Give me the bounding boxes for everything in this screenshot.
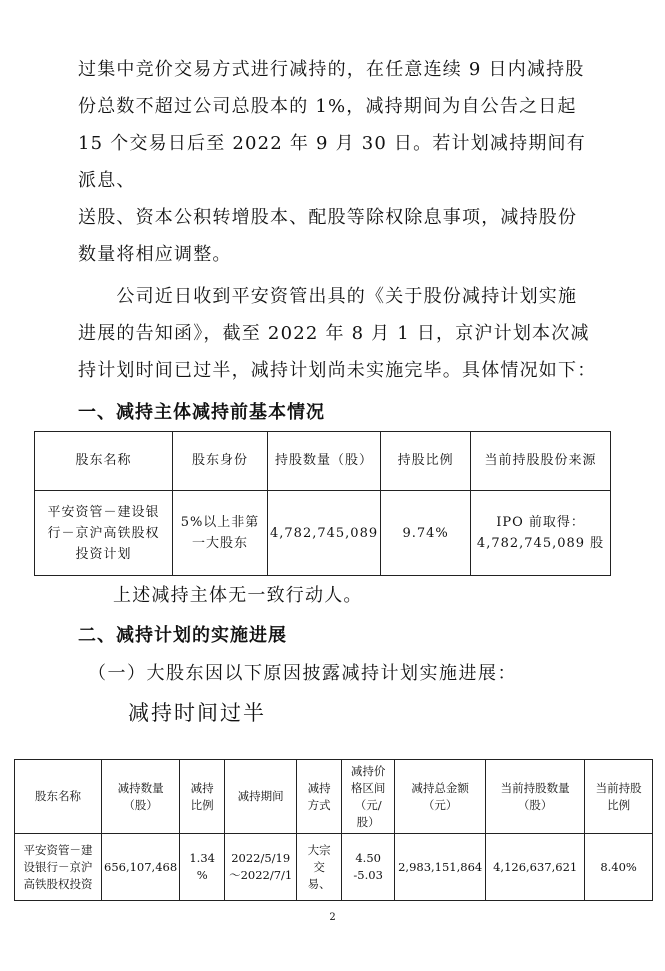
cell-source bbox=[471, 491, 611, 576]
table-row bbox=[35, 491, 611, 576]
header-line: （元） bbox=[422, 797, 458, 812]
text-line: 公司近日收到平安资管出具的《关于股份减持计划实施 bbox=[78, 286, 578, 307]
cell-price-range bbox=[342, 834, 395, 901]
cell-line: 一大股东 bbox=[191, 536, 248, 551]
header-line: （股） bbox=[123, 797, 158, 812]
header-line: 当前持股数量 bbox=[500, 780, 570, 795]
header-line: 减持数量 bbox=[117, 780, 164, 795]
cell-line: 高铁股权投资 bbox=[23, 876, 93, 891]
header-line: 当前持股 bbox=[595, 780, 642, 795]
col-header-total-amount bbox=[395, 760, 486, 834]
table-header-row bbox=[35, 432, 611, 491]
header-line: 减持 bbox=[190, 780, 214, 795]
cell-ratio bbox=[180, 834, 225, 901]
cell-line: 易、 bbox=[307, 876, 331, 891]
text-line: 持计划时间已过半，减持计划尚未实施完毕。具体情况如下： bbox=[78, 360, 597, 381]
subsection-reason-heading: （一）大股东因以下原因披露减持计划实施进展： bbox=[88, 663, 517, 684]
cell-line: -5.03 bbox=[353, 868, 383, 882]
cell-ratio: 9.74% bbox=[381, 491, 471, 576]
header-line: 减持总金额 bbox=[411, 780, 469, 795]
cell-line: 平安资管－建设银 bbox=[47, 504, 160, 520]
header-line: 股） bbox=[356, 814, 380, 829]
header-line: 方式 bbox=[307, 797, 331, 812]
cell-period bbox=[225, 834, 297, 901]
cell-total-amount: 2,983,151,864 bbox=[395, 834, 486, 901]
header-line: 格区间 bbox=[350, 780, 386, 795]
section-heading-basic-info: 一、减持主体减持前基本情况 bbox=[78, 402, 325, 423]
page-number: 2 bbox=[329, 912, 336, 923]
paragraph-progress-notice bbox=[78, 278, 598, 389]
text-line: 过集中竞价交易方式进行减持的，在任意连续 9 日内减持股 bbox=[78, 59, 585, 80]
table-row bbox=[15, 834, 653, 901]
cell-shareholder-name bbox=[15, 834, 102, 901]
col-header-shareholder-name bbox=[15, 760, 102, 834]
text-line: 送股、资本公积转增股本、配股等除权除息事项，减持股份 bbox=[78, 207, 578, 228]
col-header-identity: 股东身份 bbox=[173, 432, 268, 491]
cell-line: 平安资管－建 bbox=[23, 842, 93, 857]
cell-line: IPO 前取得： bbox=[496, 515, 585, 530]
col-header-shareholder-name: 股东名称 bbox=[35, 432, 173, 491]
header-line: 减持期间 bbox=[237, 789, 284, 803]
cell-line: 2022/5/19 bbox=[231, 851, 291, 865]
col-header-current-shares bbox=[486, 760, 585, 834]
cell-line: 大宗 bbox=[307, 842, 331, 857]
cell-current-ratio: 8.40% bbox=[585, 834, 653, 901]
reason-text: 减持时间过半 bbox=[128, 701, 266, 725]
basic-info-table bbox=[34, 431, 611, 576]
cell-line: ～2022/7/1 bbox=[229, 868, 293, 882]
header-line: （股） bbox=[517, 797, 553, 812]
cell-line: 设银行－京沪 bbox=[23, 859, 93, 874]
header-line: 股东名称 bbox=[35, 789, 81, 803]
col-header-price-range bbox=[342, 760, 395, 834]
reduction-progress-table bbox=[14, 759, 653, 901]
cell-line: 行－京沪高铁股权 bbox=[47, 525, 160, 541]
cell-identity bbox=[173, 491, 268, 576]
col-header-method bbox=[297, 760, 342, 834]
col-header-quantity bbox=[102, 760, 180, 834]
cell-line: % bbox=[196, 868, 208, 882]
text-line: 进展的告知函》，截至 2022 年 8 月 1 日，京沪计划本次减 bbox=[78, 323, 590, 344]
text-line: 份总数不超过公司总股本的 1%，减持期间为自公告之日起 bbox=[78, 96, 577, 117]
col-header-current-ratio bbox=[585, 760, 653, 834]
cell-current-shares: 4,126,637,621 bbox=[486, 834, 585, 901]
text-line: 15 个交易日后至 2022 年 9 月 30 日。若计划减持期间有派息、 bbox=[78, 133, 586, 191]
header-line: 比例 bbox=[190, 797, 214, 812]
no-concert-party-note: 上述减持主体无一致行动人。 bbox=[113, 585, 363, 606]
cell-quantity: 656,107,468 bbox=[102, 834, 180, 901]
cell-line: 4.50 bbox=[355, 851, 381, 865]
cell-line: 5%以上非第 bbox=[180, 515, 260, 530]
col-header-shares: 持股数量（股） bbox=[268, 432, 381, 491]
cell-line: 交 bbox=[313, 859, 325, 874]
header-line: （元/ bbox=[354, 797, 382, 812]
col-header-ratio: 持股比例 bbox=[381, 432, 471, 491]
table-header-row bbox=[15, 760, 653, 834]
col-header-period bbox=[225, 760, 297, 834]
section-heading-progress: 二、减持计划的实施进展 bbox=[78, 625, 287, 646]
paragraph-reduction-method bbox=[78, 51, 598, 273]
header-line: 减持价 bbox=[350, 763, 386, 778]
cell-shareholder-name bbox=[35, 491, 173, 576]
cell-line: 投资计划 bbox=[75, 546, 132, 562]
header-line: 减持 bbox=[307, 780, 331, 795]
text-line: 数量将相应调整。 bbox=[78, 244, 232, 265]
col-header-ratio bbox=[180, 760, 225, 834]
cell-method bbox=[297, 834, 342, 901]
header-line: 比例 bbox=[607, 797, 631, 812]
col-header-source: 当前持股股份来源 bbox=[471, 432, 611, 491]
cell-line: 1.34 bbox=[189, 851, 215, 865]
cell-line: 4,782,745,089 股 bbox=[476, 536, 605, 551]
cell-shares: 4,782,745,089 bbox=[268, 491, 381, 576]
